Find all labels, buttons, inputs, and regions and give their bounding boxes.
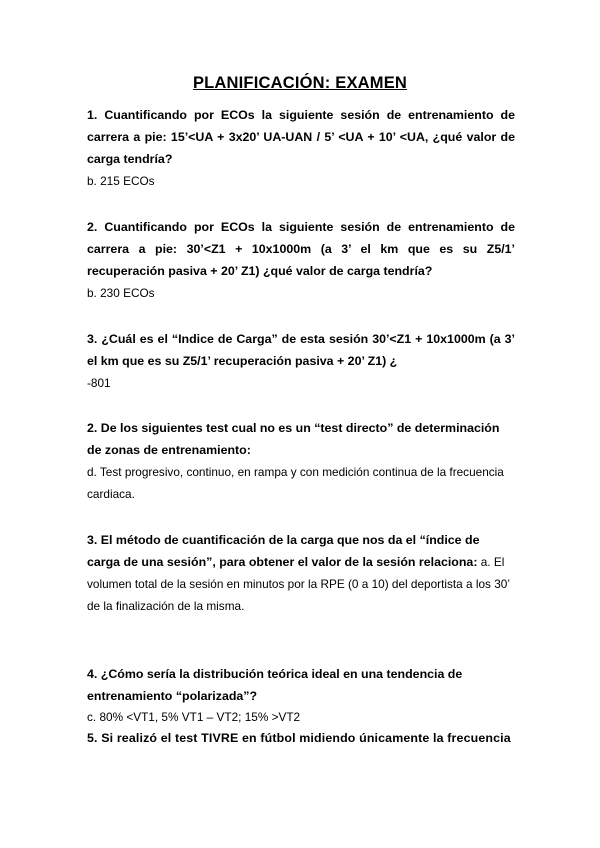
question-6-answer: c. 80% <VT1, 5% VT1 – VT2; 15% >VT2 [87,710,301,724]
page-title: PLANIFICACIÓN: EXAMEN [192,74,408,92]
question-1-text: 1. Cuantificando por ECOs la siguiente sesión de entrenamiento de carrera a pie: 15’<UA + 3x20’ UA-UAN / 5’ <UA + 10’ <UA, ¿qué valor de carga tendría? [87,108,515,166]
question-6 [87,663,515,727]
question-3-text: 3. ¿Cuál es el “Indice de Carga” de esta sesión 30’<Z1 + 10x1000m (a 3’ el km que es su Z5/1’ recuperación pasiva + 20’ Z1) ¿ [87,332,515,368]
question-5-text: 3. El método de cuantificación de la carga que nos da el “índice de carga de una sesión”, para obtener el valor de la sesión relaciona: a. El volumen total de la sesión en minutos por la RPE (0 a 10) del deportista a los 30’ de la finalización de la misma. [87,533,510,613]
question-5 [87,529,515,617]
question-7 [87,727,515,749]
question-4-text: 2. De los siguientes test cual no es un “test directo” de determinación de zonas de entrenamiento: [87,421,500,457]
question-4 [87,417,515,505]
question-2-text: 2. Cuantificando por ECOs la siguiente sesión de entrenamiento de carrera a pie: 30’<Z1 + 10x1000m (a 3’ el km que es su Z5/1’ recuperación pasiva + 20’ Z1) ¿qué valor de carga tendría? [87,220,515,278]
question-1-number: 1 [87,108,94,122]
question-3-answer: -801 [87,376,111,390]
question-2-answer: b. 230 ECOs [87,286,155,300]
question-5-answer: a. El volumen total de la sesión en minutos por la RPE (0 a 10) del deportista a los 30’ de la finalización de la misma. [87,555,510,613]
question-4-answer: d. Test progresivo, continuo, en rampa y con medición continua de la frecuencia cardiaca. [87,465,504,501]
question-6-text: 4. ¿Cómo sería la distribución teórica ideal en una tendencia de entrenamiento “polarizada”? [87,667,463,703]
question-1 [87,104,515,192]
question-2 [87,216,515,304]
question-3 [87,328,515,394]
question-7-text: 5. Si realizó el test TIVRE en fútbol midiendo únicamente la frecuencia [87,731,511,745]
question-1-answer: b. 215 ECOs [87,174,155,188]
